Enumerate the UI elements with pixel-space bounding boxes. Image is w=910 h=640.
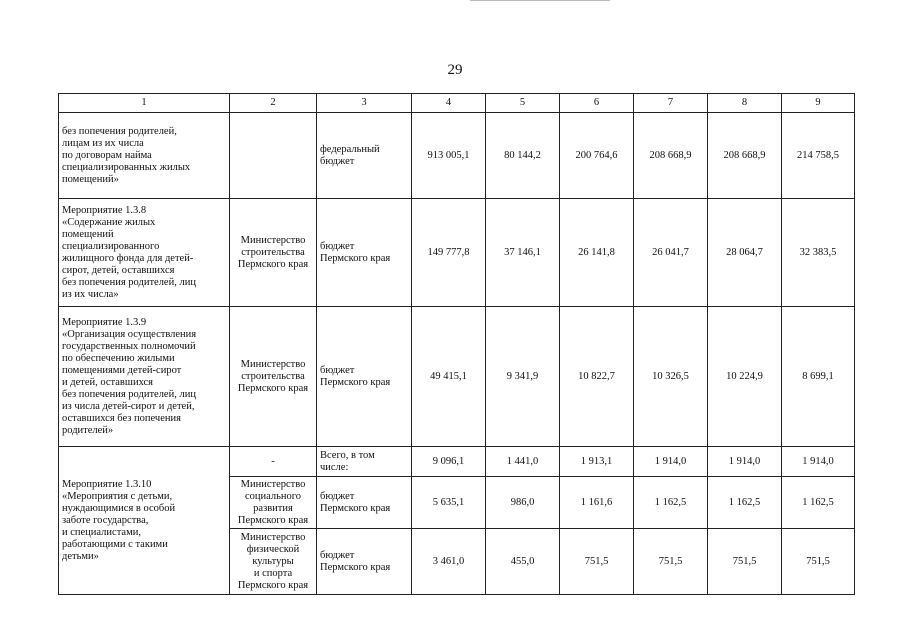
- value-cell: 455,0: [486, 529, 560, 595]
- value-cell: 751,5: [782, 529, 855, 595]
- value-cell: 1 441,0: [486, 447, 560, 477]
- value-cell: 10 224,9: [708, 307, 782, 447]
- table-row: [59, 113, 855, 199]
- measure-description: Мероприятие 1.3.10 «Мероприятия с детьми, нуждающимися в особой заботе государства, и специалистами, работающими с такими детьми»: [59, 447, 230, 595]
- value-cell: 214 758,5: [782, 113, 855, 199]
- value-cell: 8 699,1: [782, 307, 855, 447]
- value-cell: 26 041,7: [634, 199, 708, 307]
- table-header-row: [59, 94, 855, 113]
- funding-source: бюджет Пермского края: [317, 477, 412, 529]
- measure-description: без попечения родителей, лицам из их числа по договорам найма специализированных жилых помещений»: [59, 113, 230, 199]
- page-number: 29: [447, 62, 463, 78]
- column-header: 8: [708, 94, 782, 113]
- column-header: 9: [782, 94, 855, 113]
- table-row: [59, 447, 855, 477]
- value-cell: 1 161,6: [560, 477, 634, 529]
- value-cell: 1 914,0: [634, 447, 708, 477]
- value-cell: 986,0: [486, 477, 560, 529]
- value-cell: 208 668,9: [634, 113, 708, 199]
- value-cell: 1 913,1: [560, 447, 634, 477]
- value-cell: 80 144,2: [486, 113, 560, 199]
- value-cell: 3 461,0: [412, 529, 486, 595]
- funding-source: бюджет Пермского края: [317, 529, 412, 595]
- value-cell: 28 064,7: [708, 199, 782, 307]
- column-header: 3: [317, 94, 412, 113]
- value-cell: 9 096,1: [412, 447, 486, 477]
- budget-table: [58, 93, 855, 595]
- funding-source: Всего, в том числе:: [317, 447, 412, 477]
- column-header: 1: [59, 94, 230, 113]
- value-cell: 5 635,1: [412, 477, 486, 529]
- responsible-org: [230, 113, 317, 199]
- value-cell: 200 764,6: [560, 113, 634, 199]
- scan-edge-line: [470, 0, 610, 1]
- measure-description: Мероприятие 1.3.9 «Организация осуществления государственных полномочий по обеспечению жилыми помещениями детей-сирот и детей, оставшихся без попечения родителей, лиц из числа детей-сирот и детей, оставшихся без попечения родителей»: [59, 307, 230, 447]
- value-cell: 10 326,5: [634, 307, 708, 447]
- value-cell: 10 822,7: [560, 307, 634, 447]
- responsible-org: Министерство строительства Пермского края: [230, 199, 317, 307]
- value-cell: 49 415,1: [412, 307, 486, 447]
- value-cell: 9 341,9: [486, 307, 560, 447]
- measure-description: Мероприятие 1.3.8 «Содержание жилых помещений специализированного жилищного фонда для детей- сирот, детей, оставшихся без попечения родителей, лиц из их числа»: [59, 199, 230, 307]
- value-cell: 32 383,5: [782, 199, 855, 307]
- column-header: 4: [412, 94, 486, 113]
- funding-source: бюджет Пермского края: [317, 307, 412, 447]
- column-header: 2: [230, 94, 317, 113]
- value-cell: 751,5: [560, 529, 634, 595]
- value-cell: 37 146,1: [486, 199, 560, 307]
- value-cell: 1 162,5: [782, 477, 855, 529]
- column-header: 7: [634, 94, 708, 113]
- column-header: 5: [486, 94, 560, 113]
- responsible-org: -: [230, 447, 317, 477]
- responsible-org: Министерство социального развития Пермского края: [230, 477, 317, 529]
- funding-source: федеральный бюджет: [317, 113, 412, 199]
- responsible-org: Министерство строительства Пермского края: [230, 307, 317, 447]
- value-cell: 913 005,1: [412, 113, 486, 199]
- funding-source: бюджет Пермского края: [317, 199, 412, 307]
- column-header: 6: [560, 94, 634, 113]
- value-cell: 26 141,8: [560, 199, 634, 307]
- value-cell: 751,5: [634, 529, 708, 595]
- table-row: [59, 307, 855, 447]
- value-cell: 208 668,9: [708, 113, 782, 199]
- value-cell: 1 914,0: [782, 447, 855, 477]
- value-cell: 1 162,5: [708, 477, 782, 529]
- value-cell: 1 162,5: [634, 477, 708, 529]
- value-cell: 149 777,8: [412, 199, 486, 307]
- table-row: [59, 199, 855, 307]
- responsible-org: Министерство физической культуры и спорта Пермского края: [230, 529, 317, 595]
- value-cell: 751,5: [708, 529, 782, 595]
- value-cell: 1 914,0: [708, 447, 782, 477]
